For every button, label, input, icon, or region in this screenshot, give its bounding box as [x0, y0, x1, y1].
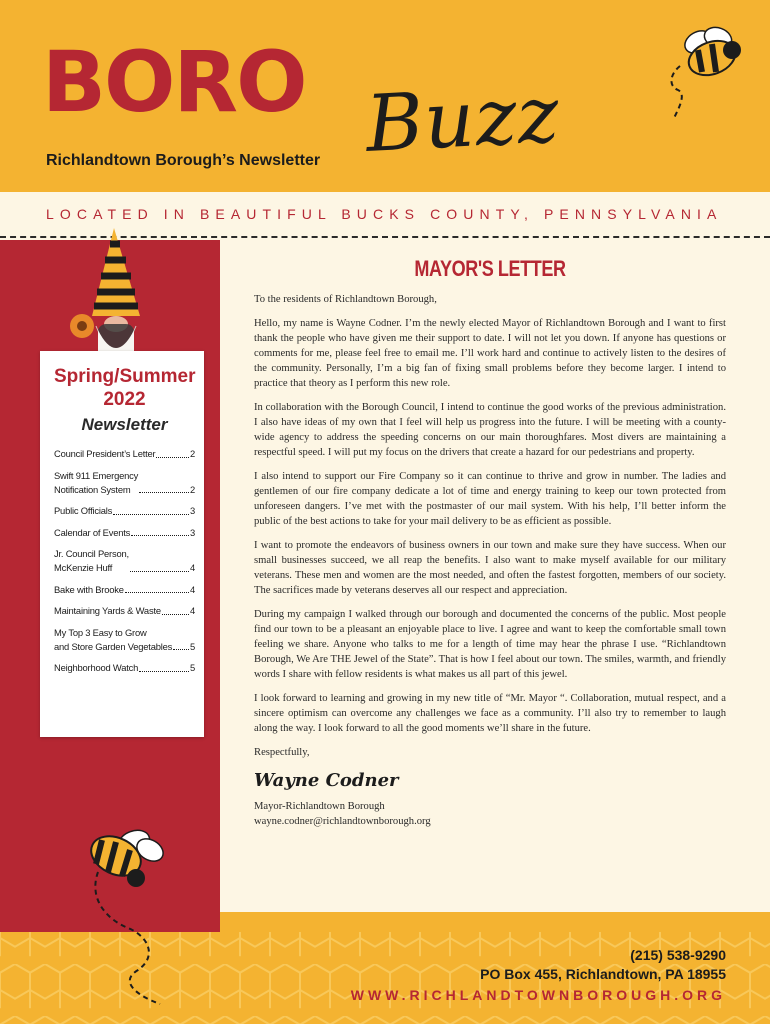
toc-item-page: 3	[189, 505, 195, 517]
toc-item-title: Neighborhood Watch	[54, 662, 139, 674]
toc-item-page: 5	[189, 662, 195, 674]
toc-item-page: 2	[189, 483, 195, 495]
contact-phone[interactable]: (215) 538-9290	[630, 947, 726, 963]
toc-item-title: Swift 911 Emergency Notification System	[54, 469, 139, 495]
salutation: To the residents of Richlandtown Borough,	[254, 294, 437, 305]
paragraph: I look forward to learning and growing in my new title of “Mr. Mayor “. Collaboration, mutual respect, and a sincere optimism can overcome any challenges we face as a community. I’ll also try to remember to laugh along the way. I look forward to all the good moments we’ll share in the future.	[254, 693, 726, 734]
toc-item-title: Bake with Brooke	[54, 583, 124, 595]
toc-item[interactable]	[54, 661, 195, 675]
closing: Respectfully,	[254, 747, 310, 758]
toc-item[interactable]	[54, 526, 195, 540]
toc-item-title: Calendar of Events	[54, 526, 131, 538]
toc-item-title: My Top 3 Easy to Grow and Store Garden Vegetables	[54, 626, 173, 652]
gnome-illustration	[68, 226, 168, 366]
toc-item[interactable]	[54, 469, 195, 496]
issue-year: 2022	[103, 389, 146, 411]
signer-email[interactable]: wayne.codner@richlandtownborough.org	[254, 816, 431, 827]
toc-item-page: 4	[189, 583, 195, 595]
masthead-title-boro: BORO	[42, 33, 306, 131]
issue-season: Spring/Summer	[54, 366, 196, 387]
paragraph: During my campaign I walked through our borough and documented the concerns of the public. Most people find our town to be a pleasant an enjoyable place to live. I agree and want to keep the comfortable small town feeling we share. Anyone who talks to me for a length of time may hear the phrase I use. “Richlandtown Borough, We Are THE Jewel of the State”. That is how I feel about our town. The smiles, warmth, and friendly words I share with fellow residents is what makes us all part of this jewel.	[254, 609, 726, 680]
mayors-letter	[254, 256, 726, 829]
toc-item-title: Jr. Council Person, McKenzie Huff	[54, 548, 129, 574]
toc-item[interactable]	[54, 604, 195, 618]
masthead-title-buzz: Buzz	[363, 69, 562, 170]
signature: Wayne Codner	[254, 770, 399, 791]
toc-item[interactable]	[54, 447, 195, 461]
toc-item-title: Public Officials	[54, 505, 113, 517]
toc-item[interactable]	[54, 626, 195, 653]
newsletter-label: Newsletter	[81, 415, 168, 435]
paragraph: I want to promote the endeavors of business owners in our town and make sure they have success. When our small businesses succeed, we all reap the benefits. I also want to make myself available for our military veterans. These men and women are the most needed, and often the fastest forgotten, members of our society. The sacrifices made by veterans deserves all our respect and appreciation.	[254, 540, 726, 596]
toc-item[interactable]	[54, 504, 195, 518]
paragraph: I also intend to support our Fire Company so it can continue to thrive and grow in number. The ladies and gentlemen of our fire company dedicate a lot of time and energy training to keep our town protected from unforeseen dangers. I’ve met with the postmaster of our mail system. With his help, I’ll better inform the public of the best actions to take for your mail delivery to be as efficient as possible.	[254, 471, 726, 527]
bee-icon	[640, 14, 760, 124]
tagline: LOCATED IN BEAUTIFUL BUCKS COUNTY, PENNSYLVANIA	[46, 206, 723, 222]
toc-item-page: 2	[189, 448, 195, 460]
toc-item-page: 4	[189, 562, 195, 574]
bee-icon	[78, 820, 178, 1010]
toc-item-page: 5	[189, 640, 195, 652]
paragraph: In collaboration with the Borough Council, I intend to continue the good works of the previous administration. I also have ideas of my own that I feel will help us progress into the future. I will be meeting with a county-wide agency to address the speeding concerns on our main thoroughfares. Most divers are maintaining a respectful speed. I will put my focus on the drivers that create a hazard for our pedestrians and property.	[254, 402, 726, 458]
toc-item-title: Council President’s Letter	[54, 448, 156, 460]
toc-list	[54, 447, 195, 675]
toc-item[interactable]	[54, 547, 195, 574]
toc-item-title: Maintaining Yards & Waste	[54, 605, 161, 617]
contact-address: PO Box 455, Richlandtown, PA 18955	[480, 966, 726, 982]
article-heading: MAYOR'S LETTER	[414, 256, 566, 281]
toc-box	[40, 351, 204, 737]
toc-item-page: 4	[189, 605, 195, 617]
website-link[interactable]: WWW.RICHLANDTOWNBOROUGH.ORG	[350, 987, 726, 1003]
masthead	[0, 0, 770, 192]
masthead-subtitle: Richlandtown Borough’s Newsletter	[46, 152, 321, 169]
paragraph: Hello, my name is Wayne Codner. I’m the newly elected Mayor of Richlandtown Borough and I want to first thank the people who have given me their support to date. I will not let you down. If anyone has questions or comments for me, please feel free to email me. I’ll work hard and continue to actively listen to the desires of the community. Personally, I’m a big fan of fixing small problems before they become larger. I intend to practice that theory as I perform this new role.	[254, 318, 726, 389]
toc-item-page: 3	[189, 526, 195, 538]
toc-item[interactable]	[54, 583, 195, 597]
signer-title: Mayor-Richlandtown Borough	[254, 801, 385, 812]
contact-block	[351, 946, 726, 1006]
